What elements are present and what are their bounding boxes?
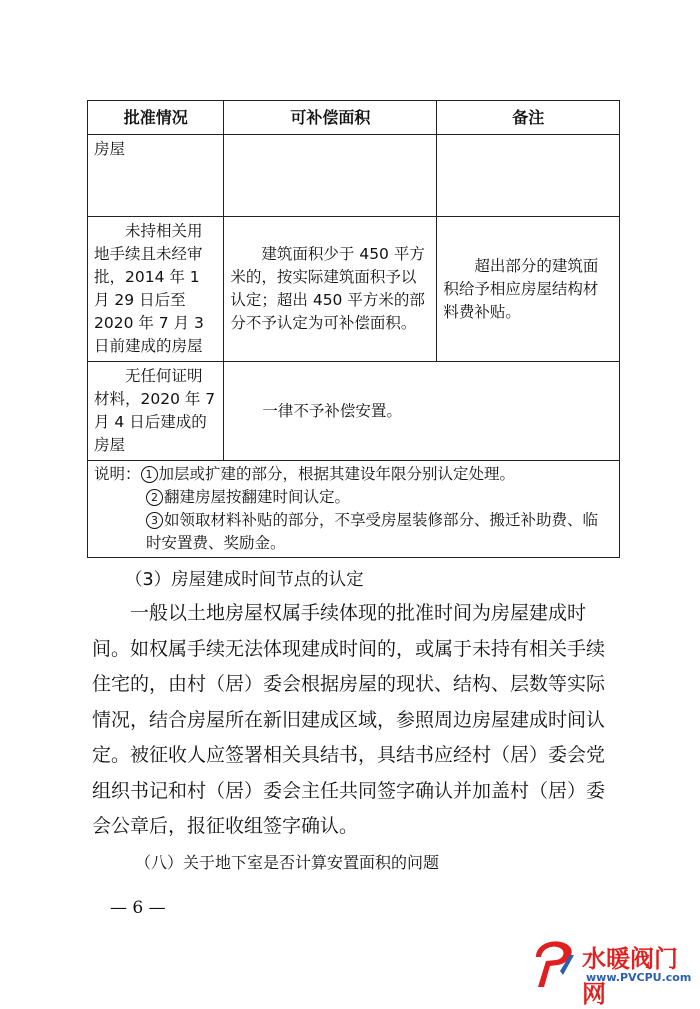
table-cell: 超出部分的建筑面积给予相应房屋结构材料费补贴。 bbox=[437, 217, 620, 362]
notes-row bbox=[88, 461, 620, 558]
paragraph-2: 被征收人应签署相关具结书，具结书应经村（居）委会党组织书记和村（居）委会主任共同签字确认并加盖村（居）委会公章后，报征收组签字确认。 bbox=[92, 744, 606, 837]
note-1: 加层或扩建的部分，根据其建设年限分别认定处理。 bbox=[158, 465, 516, 483]
table-cell bbox=[437, 135, 620, 217]
watermark-url: www.PVCPU.com bbox=[586, 971, 692, 984]
table-row bbox=[88, 135, 620, 217]
table-header-row bbox=[88, 101, 620, 135]
subheading-3: （3）房屋建成时间节点的认定 bbox=[125, 570, 364, 590]
section-heading-8: （八）关于地下室是否计算安置面积的问题 bbox=[135, 853, 440, 872]
circled-number-3: 3 bbox=[146, 512, 163, 529]
table-row bbox=[88, 362, 620, 461]
header-remarks: 备注 bbox=[437, 101, 620, 135]
header-area: 可补偿面积 bbox=[224, 101, 437, 135]
table-cell bbox=[224, 135, 437, 217]
notes-prefix: 说明： bbox=[94, 465, 141, 483]
notes-cell bbox=[88, 461, 620, 558]
table-cell: 无任何证明材料，2020 年 7 月 4 日后建成的房屋 bbox=[88, 362, 224, 461]
page-number: — 6 — bbox=[110, 898, 166, 918]
circled-number-1: 1 bbox=[141, 466, 158, 483]
watermark-name: 水暖阀门网 bbox=[582, 945, 678, 1008]
table-cell: 建筑面积少于 450 平方米的，按实际建筑面积予以认定；超出 450 平方米的部分不予认定为可补偿面积。 bbox=[224, 217, 437, 362]
compensation-table bbox=[87, 100, 620, 558]
circled-number-2: 2 bbox=[146, 489, 163, 506]
note-3: 如领取材料补贴的部分，不享受房屋装修部分、搬迁补助费、临时安置费、奖励金。 bbox=[146, 511, 599, 552]
table-cell: 一律不予补偿安置。 bbox=[224, 362, 620, 461]
watermark-logo bbox=[530, 935, 700, 1008]
header-approval: 批准情况 bbox=[88, 101, 224, 135]
table-cell: 未持相关用地手续且未经审批，2014 年 1 月 29 日后至 2020 年 7 月 3 日前建成的房屋 bbox=[88, 217, 224, 362]
table-row bbox=[88, 217, 620, 362]
paragraph-1: 一般以土地房屋权属手续体现的批准时间为房屋建成时间。如权属手续无法体现建成时间的，或属于未持有相关手续住宅的，由村（居）委会根据房屋的现状、结构、层数等实际情况，结合房屋所在新旧建成区域，参照周边房屋建成时间认定。 bbox=[92, 602, 606, 766]
note-2: 翻建房屋按翻建时间认定。 bbox=[164, 488, 351, 506]
table-cell: 房屋 bbox=[88, 135, 224, 217]
